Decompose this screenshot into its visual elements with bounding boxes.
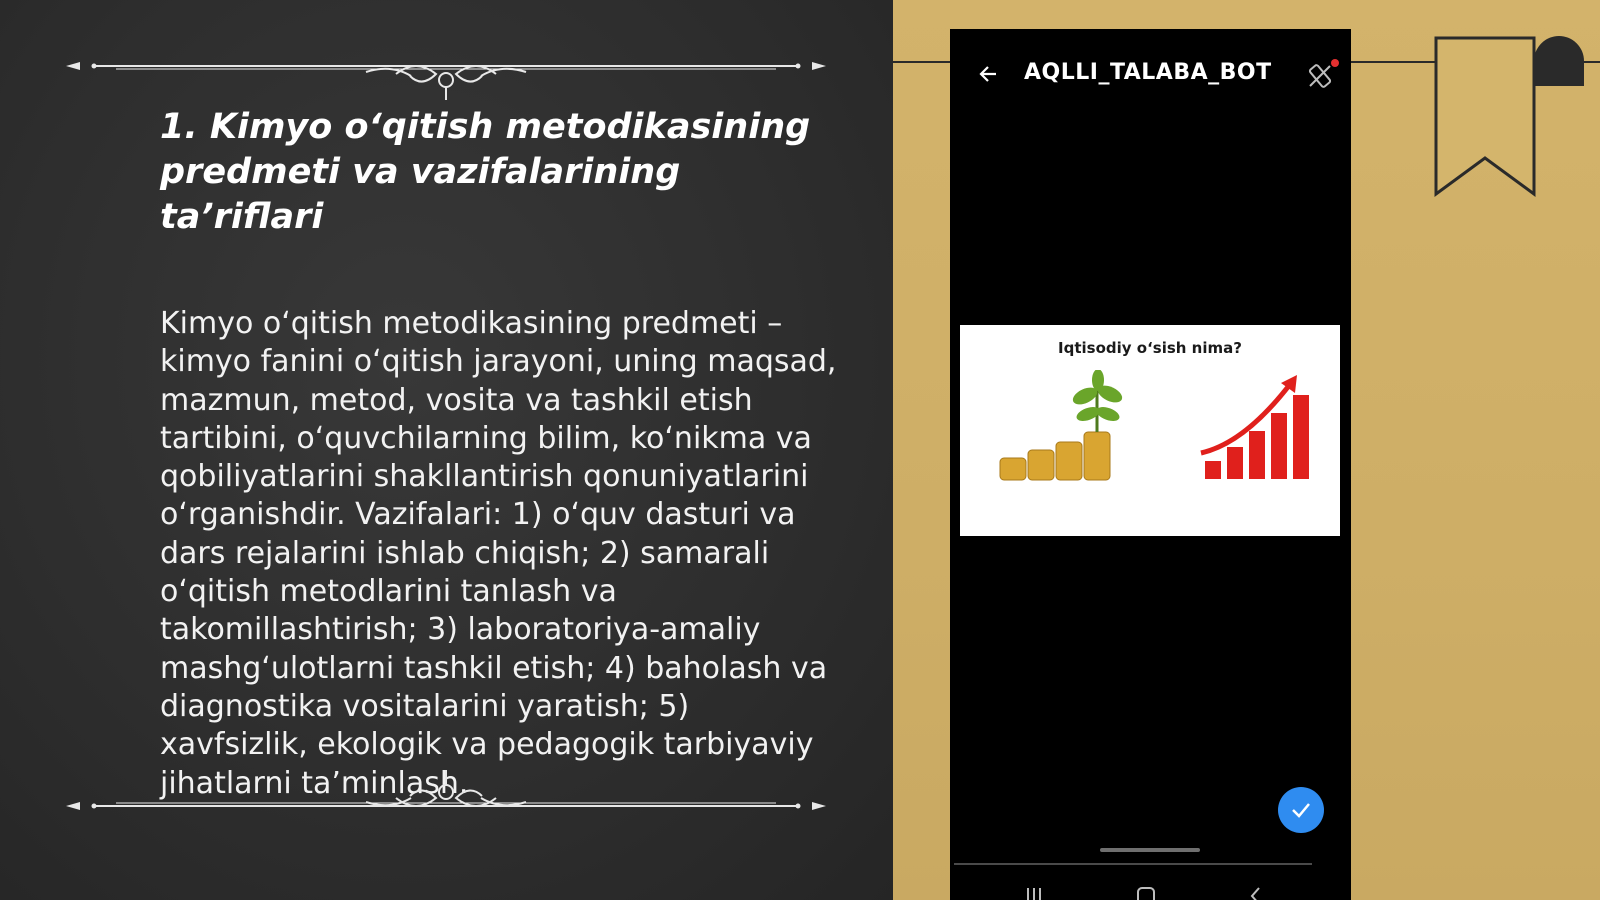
check-icon <box>1290 800 1312 820</box>
phone-screenshot <box>950 29 1351 900</box>
confirm-fab-button[interactable] <box>1278 787 1324 833</box>
home-icon[interactable] <box>1134 884 1158 900</box>
notification-dot <box>1331 59 1339 67</box>
nav-divider <box>954 863 1312 865</box>
decorative-line-left <box>893 61 953 63</box>
corner-decoration <box>1534 36 1584 86</box>
chat-title: AQLLI_TALABA_BOT <box>1024 60 1272 85</box>
growth-bar-chart-icon <box>1195 373 1315 483</box>
slide-title: 1. Kimyo o‘qitish metodikasining predmeti va vazifalarining ta’riflari <box>160 107 811 237</box>
ornament-top-divider <box>66 40 826 100</box>
message-image[interactable] <box>960 325 1340 536</box>
screen-rotate-icon[interactable] <box>1306 62 1334 90</box>
scroll-indicator <box>1100 848 1200 852</box>
recent-apps-icon[interactable] <box>1022 884 1046 900</box>
ornament-bottom-divider <box>66 770 826 830</box>
bookmark-ribbon-icon <box>1434 36 1536 198</box>
slide-body-text: Kimyo o‘qitish metodikasining predmeti – kimyo fanini o‘qitish jarayoni, uning maqsad, mazmun, metod, vosita va tashkil etish tartibini, o‘quvchilarning bilim, ko‘nikma va qobiliyatlarini shakllantirish qonuniyatlarini o‘rganishdir. Vazifalari: 1) o‘quv dasturi va dars rejalarini ishlab chiqish; 2) samarali o‘qitish metodlarini tanlash va takomillashtirish; 3) laboratoriya-amaliy mashg‘ulotlarni tashkil etish; 4) baholash va diagnostika vositalarini yaratish; 5) xavfsizlik, ekologik va pedagogik tarbiyaviy jihatlarni ta’minlash. <box>160 306 837 801</box>
coins-with-plant-icon <box>990 370 1140 495</box>
arrow-left-icon[interactable] <box>978 64 998 84</box>
image-caption: Iqtisodiy o‘sish nima? <box>1058 339 1242 357</box>
back-icon[interactable] <box>1244 884 1268 900</box>
